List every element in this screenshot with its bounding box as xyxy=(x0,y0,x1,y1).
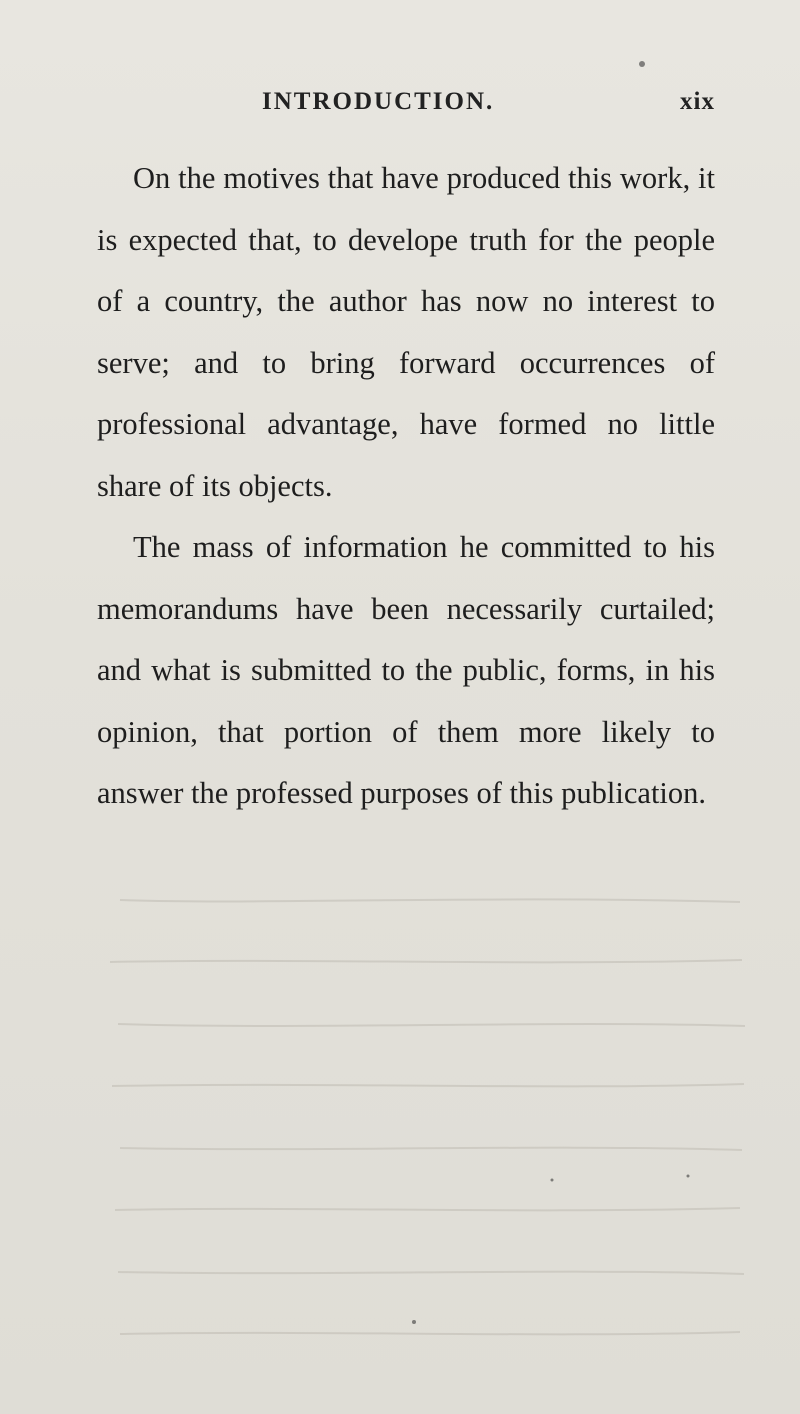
paragraph-motives: On the motives that have produced this work, it is expected that, to develope truth for the people of a country, the author has now no interest to serve; and to bring forward occurrences of professional advantage, have formed no little share of its objects. xyxy=(97,161,715,503)
running-head: INTRODUCTION. xyxy=(262,88,495,115)
paragraph-information: The mass of information he committed to his memorandums have been necessarily curtailed; and what is submitted to the public, forms, in his opinion, that portion of them more likely to answer the professed purposes of this publication. xyxy=(97,530,715,810)
page-header xyxy=(0,88,800,128)
page-number: xix xyxy=(680,88,715,115)
body-text xyxy=(97,148,715,825)
